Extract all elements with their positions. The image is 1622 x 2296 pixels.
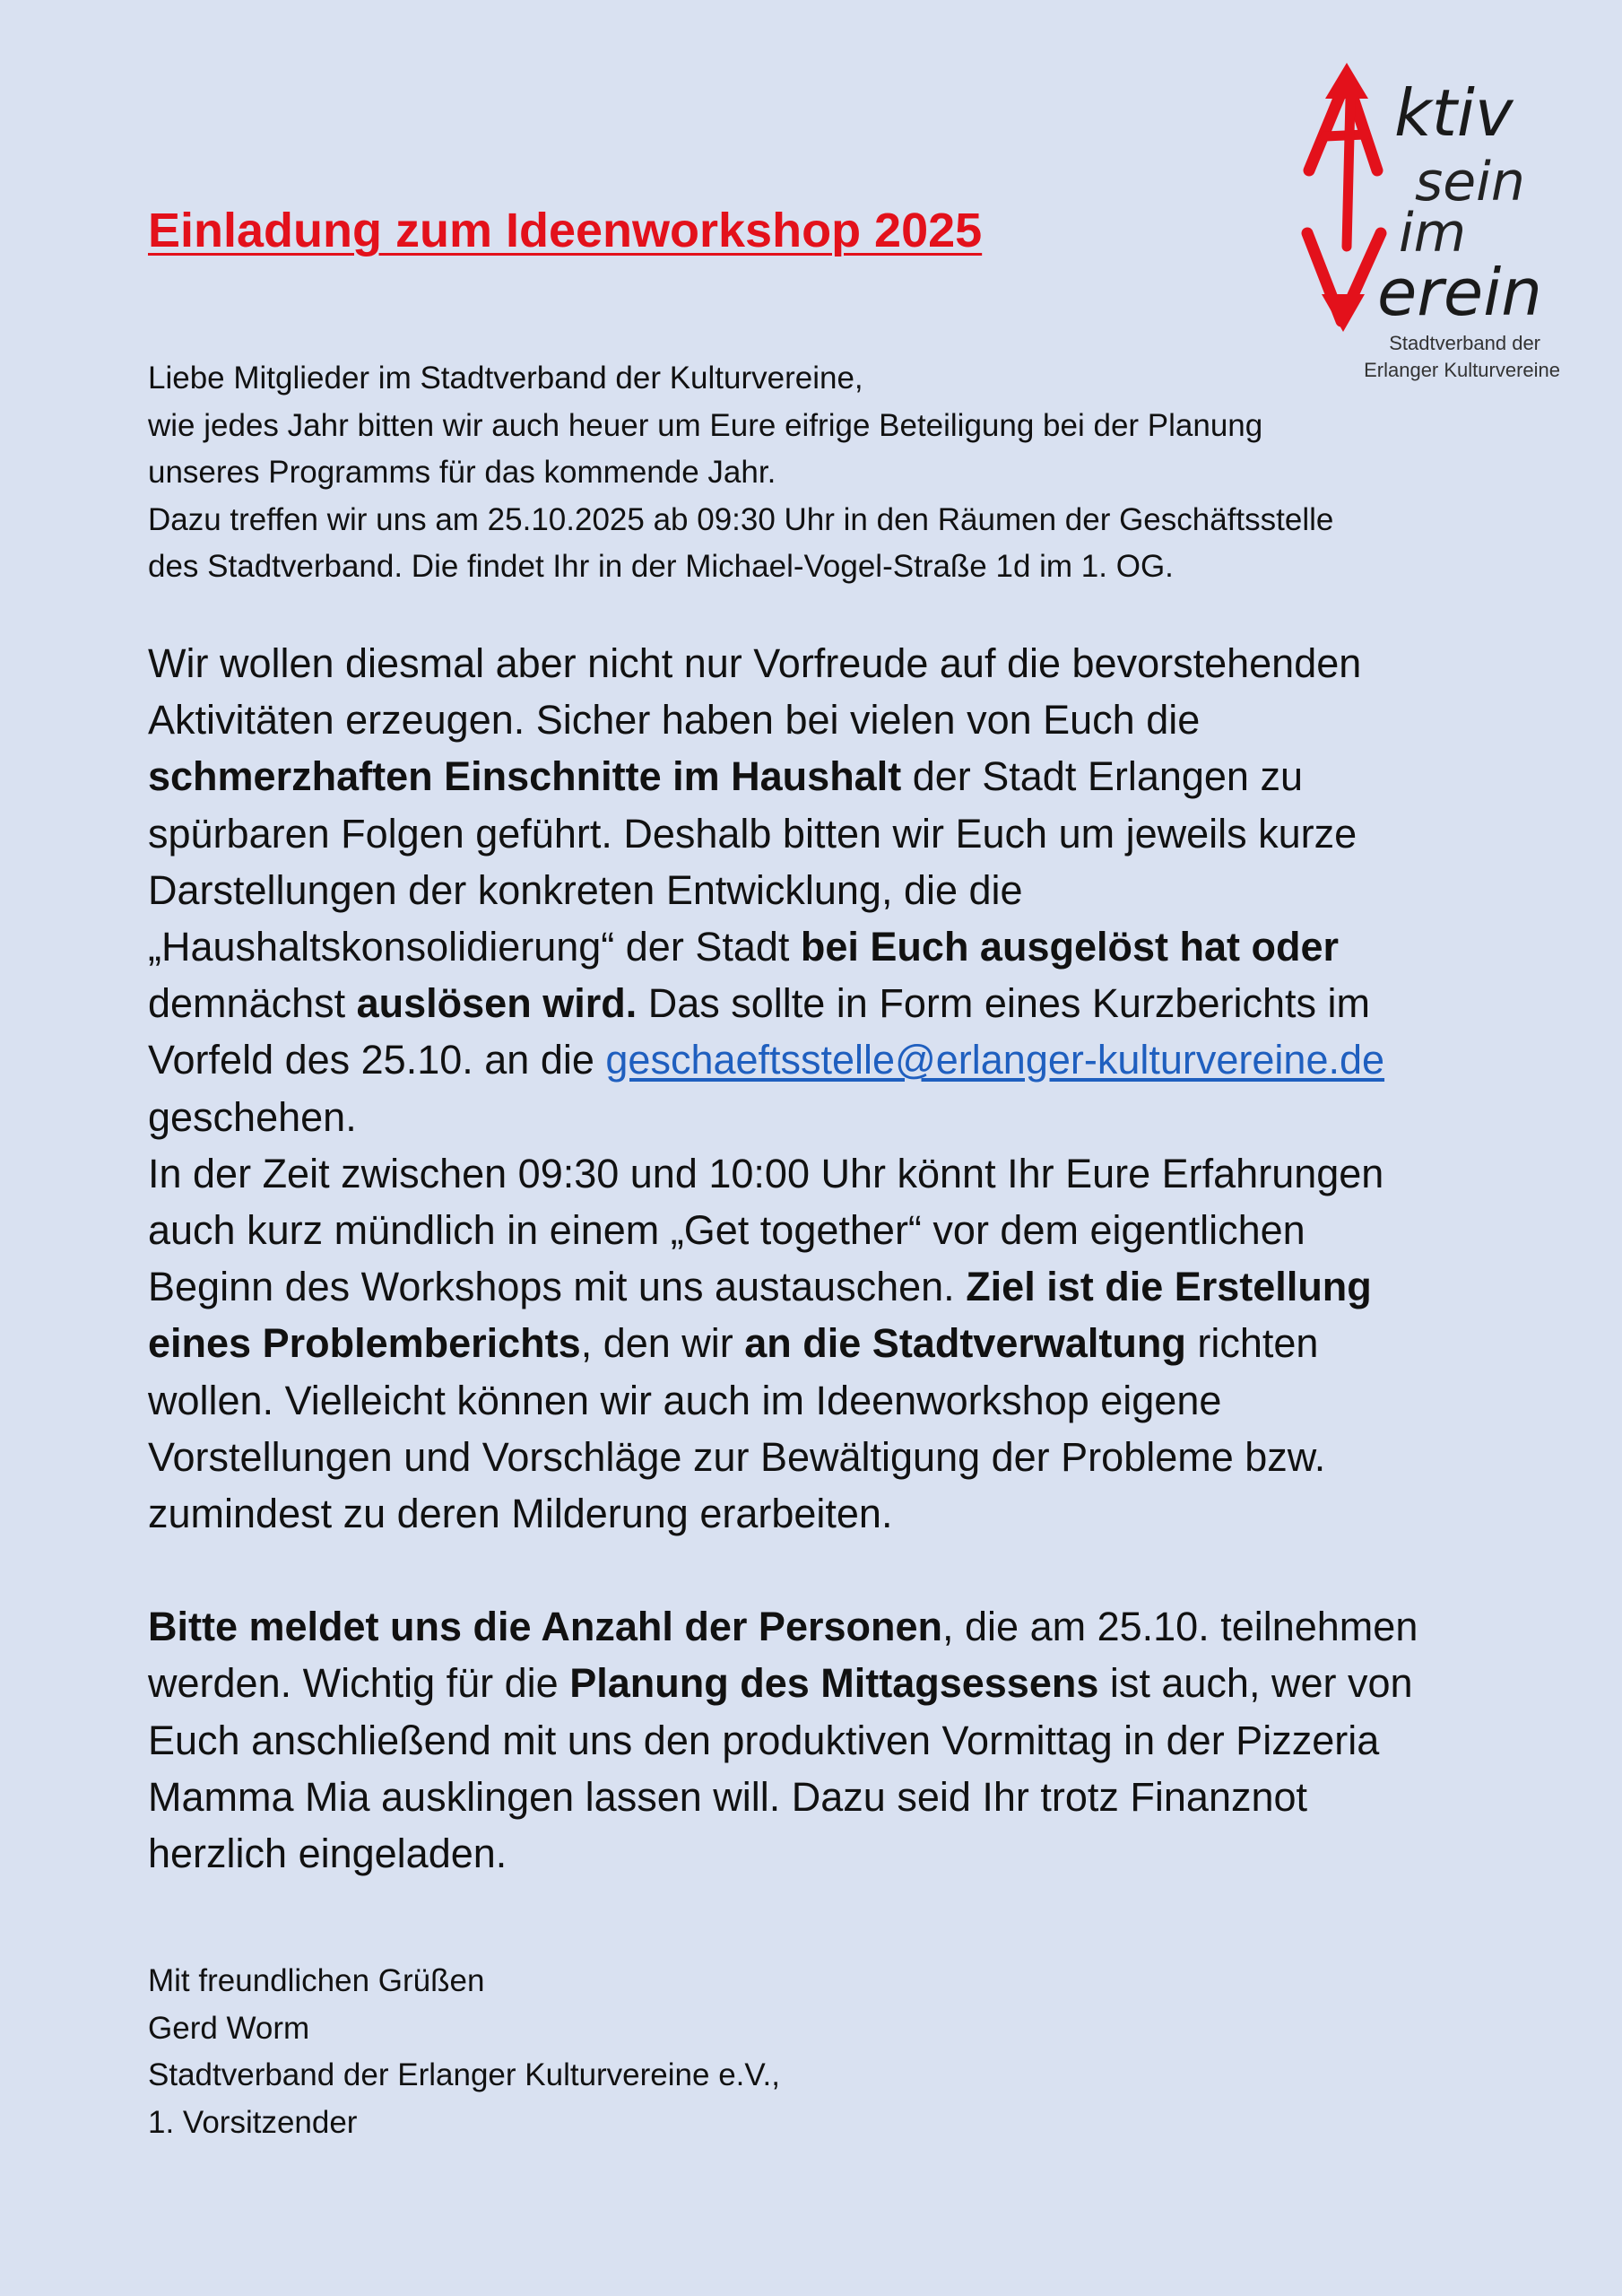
intro-line: wie jedes Jahr bitten wir auch heuer um Eure eifrige Beteiligung bei der Planung <box>148 407 1263 443</box>
text-line <box>148 975 1466 1031</box>
text-span: ist auch, wer von <box>1098 1660 1413 1707</box>
text-line: Mamma Mia ausklingen lassen will. Dazu seid Ihr trotz Finanznot <box>148 1773 1308 1820</box>
intro-line: Liebe Mitglieder im Stadtverband der Kulturvereine, <box>148 361 863 396</box>
text-span: Beginn des Workshops mit uns austauschen. <box>148 1264 967 1310</box>
bold-text: an die Stadtverwaltung <box>744 1320 1186 1367</box>
text-line: Vorstellungen und Vorschläge zur Bewältigung der Probleme bzw. <box>148 1433 1326 1480</box>
text-line: Wir wollen diesmal aber nicht nur Vorfreude auf die bevorstehenden <box>148 640 1362 686</box>
bold-text: auslösen wird. <box>356 980 638 1027</box>
text-line <box>148 1031 1466 1088</box>
bold-text: Ziel ist die Erstellung <box>966 1264 1372 1310</box>
signature-block <box>148 1958 780 2146</box>
text-line <box>148 1315 1466 1371</box>
text-span: , die am 25.10. teilnehmen <box>942 1604 1418 1650</box>
email-link[interactable]: geschaeftsstelle@erlanger-kulturvereine.de <box>605 1037 1385 1083</box>
text-span: werden. Wichtig für die <box>148 1660 570 1707</box>
text-span: , den wir <box>580 1320 745 1367</box>
text-span: der Stadt Erlangen zu <box>901 753 1303 800</box>
text-line <box>148 918 1466 975</box>
text-line <box>148 1258 1466 1315</box>
bold-text: schmerzhaften Einschnitte im Haushalt <box>148 753 902 800</box>
text-line: auch kurz mündlich in einem „Get together“ vor dem eigentlichen <box>148 1207 1305 1254</box>
body-paragraph-1 <box>148 635 1466 1542</box>
bold-text: eines Problemberichts <box>148 1320 581 1367</box>
body-paragraph-2 <box>148 1598 1466 1882</box>
logo-word-ktiv: ktiv <box>1394 75 1514 151</box>
text-line <box>148 748 1466 804</box>
signature-line: 1. Vorsitzender <box>148 2104 358 2140</box>
intro-line: Dazu treffen wir uns am 25.10.2025 ab 09:30 Uhr in den Räumen der Geschäftsstelle <box>148 501 1334 537</box>
text-line: geschehen. <box>148 1093 357 1140</box>
intro-paragraph <box>148 355 1333 591</box>
logo-word-erein: erein <box>1377 255 1542 330</box>
signature-line: Mit freundlichen Grüßen <box>148 1963 485 1998</box>
text-span: richten <box>1185 1320 1319 1367</box>
logo-word-im: im <box>1399 202 1467 265</box>
text-span: „Haushaltskonsolidierung“ der Stadt <box>148 924 801 970</box>
text-line: In der Zeit zwischen 09:30 und 10:00 Uhr könnt Ihr Eure Erfahrungen <box>148 1150 1384 1196</box>
bold-text: Bitte meldet uns die Anzahl der Personen <box>148 1604 943 1650</box>
text-span: demnächst <box>148 980 357 1027</box>
bold-text: bei Euch ausgelöst hat oder <box>800 924 1340 970</box>
intro-line: des Stadtverband. Die findet Ihr in der Michael-Vogel-Straße 1d im 1. OG. <box>148 549 1174 584</box>
logo-word-sein: sein <box>1415 151 1525 213</box>
logo-subline-2: Erlanger Kulturvereine <box>1364 359 1560 381</box>
text-span: Das sollte in Form eines Kurzberichts im <box>637 980 1370 1027</box>
text-span: Vorfeld des 25.10. an die <box>148 1037 606 1083</box>
bold-text: Planung des Mittagsessens <box>569 1660 1099 1707</box>
intro-line: unseres Programms für das kommende Jahr. <box>148 455 776 490</box>
aktiv-sein-im-verein-logo <box>1291 63 1560 395</box>
logo-subline-1: Stadtverband der <box>1389 332 1540 354</box>
signature-line: Stadtverband der Erlanger Kulturvereine e.V., <box>148 2057 780 2092</box>
text-line: Aktivitäten erzeugen. Sicher haben bei vielen von Euch die <box>148 697 1201 744</box>
text-line: herzlich eingeladen. <box>148 1831 507 1877</box>
signature-name: Gerd Worm <box>148 2010 310 2046</box>
text-line: zumindest zu deren Milderung erarbeiten. <box>148 1491 893 1537</box>
page-title: Einladung zum Ideenworkshop 2025 <box>148 204 983 257</box>
text-line <box>148 1598 1466 1655</box>
text-line: Euch anschließend mit uns den produktiven Vormittag in der Pizzeria <box>148 1717 1380 1763</box>
text-line: spürbaren Folgen geführt. Deshalb bitten wir Euch um jeweils kurze <box>148 810 1357 857</box>
text-line <box>148 1655 1466 1711</box>
main-body <box>148 635 1466 1882</box>
text-line: Darstellungen der konkreten Entwicklung, die die <box>148 866 1023 913</box>
text-line: wollen. Vielleicht können wir auch im Ideenworkshop eigene <box>148 1377 1222 1423</box>
